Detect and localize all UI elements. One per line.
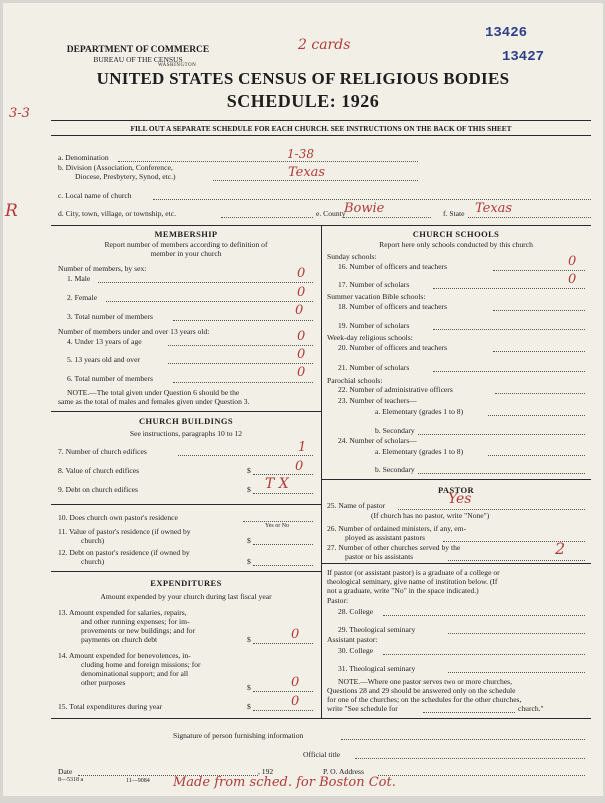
q3-total-value: 0 bbox=[295, 303, 304, 318]
q27-value: 2 bbox=[555, 539, 566, 558]
graduate-instructions-2: theological seminary, give name of institution below. (If bbox=[327, 577, 498, 586]
q2-female-label: 2. Female bbox=[67, 293, 97, 302]
q4-under13-label: 4. Under 13 years of age bbox=[67, 337, 142, 346]
pastor-note-4b: church." bbox=[518, 704, 544, 713]
q25-note: (If church has no pastor, write "None") bbox=[371, 511, 490, 520]
q20-label: 20. Number of officers and teachers bbox=[338, 343, 448, 352]
q11-value-label-2: church) bbox=[81, 536, 105, 545]
dept-city: WASHINGTON bbox=[158, 63, 197, 68]
q14-label-3: denominational support; and for all bbox=[81, 669, 189, 678]
q9-debt-value: T X bbox=[265, 476, 289, 492]
q3-total-label: 3. Total number of members bbox=[67, 312, 154, 321]
q5-over13-value: 0 bbox=[297, 347, 306, 362]
vacation-schools-label: Summer vacation Bible schools: bbox=[327, 292, 426, 301]
expenditures-heading: EXPENDITURES bbox=[150, 578, 222, 588]
q11-value-label: 11. Value of pastor's residence (if owned by bbox=[58, 527, 191, 536]
parochial-schools-label: Parochial schools: bbox=[327, 376, 383, 385]
q22-label: 22. Number of administrative officers bbox=[338, 385, 453, 394]
q25-value: Yes bbox=[448, 491, 472, 507]
q23b-label: b. Secondary bbox=[375, 426, 415, 435]
q28-label: 28. College bbox=[338, 607, 374, 616]
q23-label: 23. Number of teachers— bbox=[338, 396, 417, 405]
form-title: UNITED STATES CENSUS OF RELIGIOUS BODIES bbox=[96, 69, 510, 88]
q25-label: 25. Name of pastor bbox=[327, 501, 386, 510]
q21-label: 21. Number of scholars bbox=[338, 363, 410, 372]
q12-debt-label-2: church) bbox=[81, 557, 105, 566]
pastor-note-3: for one of the churches; on the schedules for the other churches, bbox=[327, 695, 522, 704]
q6-total-label: 6. Total number of members bbox=[67, 374, 154, 383]
q24-label: 24. Number of scholars— bbox=[338, 436, 417, 445]
sunday-schools-label: Sunday schools: bbox=[327, 252, 377, 261]
q24b-label: b. Secondary bbox=[375, 465, 415, 474]
members-by-sex: Number of members, by sex: bbox=[58, 264, 147, 273]
q17-label: 17. Number of scholars bbox=[338, 280, 410, 289]
pastor-note: NOTE.—Where one pastor serves two or more churches, bbox=[338, 677, 512, 686]
q31-label: 31. Theological seminary bbox=[338, 664, 416, 673]
form-number: 8—5318 a bbox=[58, 777, 84, 783]
q15-value: 0 bbox=[291, 694, 300, 709]
q23a-label: a. Elementary (grades 1 to 8) bbox=[375, 407, 464, 416]
q8-dollar: $ bbox=[247, 466, 251, 475]
q2-female-value: 0 bbox=[297, 285, 306, 300]
expenditures-intro: Amount expended by your church during last fiscal year bbox=[100, 592, 272, 601]
q1-male-label: 1. Male bbox=[67, 274, 91, 283]
q13-label-2: and other running expenses; for im- bbox=[81, 617, 190, 626]
signature-label: Signature of person furnishing information bbox=[173, 731, 304, 740]
q8-value-value: 0 bbox=[295, 459, 304, 474]
q14-value: 0 bbox=[291, 675, 300, 690]
q14-label-2: cluding home and foreign missions; for bbox=[81, 660, 201, 669]
q10-residence-label: 10. Does church own pastor's residence bbox=[58, 513, 178, 522]
footer-handwritten-note: Made from sched. for Boston Cot. bbox=[173, 775, 396, 790]
pastor-note-2: Questions 28 and 29 should be answered only on the schedule bbox=[327, 686, 516, 695]
q26-label-2: ployed as assistant pastors bbox=[345, 533, 425, 542]
field-division-label: b. Division (Association, Conference, bbox=[58, 163, 173, 172]
membership-note: NOTE.—The total given under Question 6 should be the bbox=[67, 388, 240, 397]
membership-intro-2: member in your church bbox=[150, 249, 222, 258]
q7-edifices-label: 7. Number of church edifices bbox=[58, 447, 147, 456]
q4-under13-value: 0 bbox=[297, 329, 306, 344]
q29-label: 29. Theological seminary bbox=[338, 625, 416, 634]
q9-debt-label: 9. Debt on church edifices bbox=[58, 485, 138, 494]
official-title-label: Official title bbox=[303, 750, 341, 759]
po-address-label: P. O. Address bbox=[323, 767, 364, 776]
instruction-line: FILL OUT A SEPARATE SCHEDULE FOR EACH CHURCH. SEE INSTRUCTIONS ON THE BACK OF THIS SHEET bbox=[130, 124, 512, 133]
division-value: Texas bbox=[288, 165, 326, 180]
bureau-name: BUREAU OF THE CENSUS bbox=[93, 55, 183, 64]
q24a-label: a. Elementary (grades 1 to 8) bbox=[375, 447, 464, 456]
q15-dollar: $ bbox=[247, 702, 251, 711]
q13-label-4: payments on church debt bbox=[81, 635, 158, 644]
q7-edifices-value: 1 bbox=[298, 440, 307, 455]
q30-label: 30. College bbox=[338, 646, 374, 655]
q8-value-label: 8. Value of church edifices bbox=[58, 466, 140, 475]
print-code: 11—9084 bbox=[126, 778, 150, 784]
denomination-value: 1-38 bbox=[287, 147, 314, 161]
members-by-age: Number of members under and over 13 years old: bbox=[58, 327, 210, 336]
schools-intro: Report here only schools conducted by this church bbox=[379, 240, 533, 249]
q11-dollar: $ bbox=[247, 536, 251, 545]
field-county-label: e. County bbox=[316, 209, 346, 218]
schedule-title: SCHEDULE: 1926 bbox=[226, 91, 380, 111]
stamp-number-1: 13426 bbox=[485, 25, 528, 41]
county-value: Bowie bbox=[344, 201, 385, 216]
buildings-heading: CHURCH BUILDINGS bbox=[138, 416, 233, 426]
q12-debt-label: 12. Debt on pastor's residence (if owned by bbox=[58, 548, 190, 557]
q13-label-3: provements or new buildings; and for bbox=[81, 626, 196, 635]
q19-label: 19. Number of scholars bbox=[338, 321, 410, 330]
q12-dollar: $ bbox=[247, 557, 251, 566]
field-division-label-2: Diocese, Presbytery, Synod, etc.) bbox=[75, 172, 176, 181]
census-schedule-sheet bbox=[3, 3, 603, 796]
assistant-subhead: Assistant pastor: bbox=[327, 635, 378, 644]
q26-label: 26. Number of ordained ministers, if any, em- bbox=[327, 524, 467, 533]
buildings-instructions: See instructions, paragraphs 10 to 12 bbox=[129, 429, 243, 438]
state-value: Texas bbox=[475, 201, 513, 216]
q16-value: 0 bbox=[568, 254, 577, 269]
q17-value: 0 bbox=[568, 272, 577, 287]
q15-label: 15. Total expenditures during year bbox=[58, 702, 163, 711]
q27-label: 27. Number of other churches served by the bbox=[327, 543, 461, 552]
membership-heading: MEMBERSHIP bbox=[154, 229, 218, 239]
q9-dollar: $ bbox=[247, 485, 251, 494]
field-local-name-label: c. Local name of church bbox=[58, 191, 132, 200]
q13-label: 13. Amount expended for salaries, repairs, bbox=[58, 608, 187, 617]
q5-over13-label: 5. 13 years old and over bbox=[67, 355, 140, 364]
pastor-subhead: Pastor: bbox=[327, 596, 349, 605]
pastor-heading: PASTOR bbox=[437, 485, 475, 495]
q18-label: 18. Number of officers and teachers bbox=[338, 302, 448, 311]
stamp-number-2: 13427 bbox=[502, 49, 545, 65]
q27-label-2: pastor or his assistants bbox=[345, 552, 414, 561]
membership-intro: Report number of members according to definition of bbox=[104, 240, 268, 249]
q16-label: 16. Number of officers and teachers bbox=[338, 262, 448, 271]
weekday-schools-label: Week-day religious schools: bbox=[327, 333, 413, 342]
graduate-instructions-3: not a graduate, write "No" in the space indicated.) bbox=[327, 586, 479, 595]
handwritten-cards: 2 cards bbox=[298, 37, 351, 53]
q1-male-value: 0 bbox=[297, 266, 306, 281]
q14-label-4: other purposes bbox=[81, 678, 126, 687]
field-denomination-label: a. Denomination bbox=[58, 153, 109, 162]
q14-label: 14. Amount expended for benevolences, in- bbox=[58, 651, 191, 660]
field-city-label: d. City, town, village, or township, etc. bbox=[58, 209, 177, 218]
field-state-label: f. State bbox=[443, 209, 465, 218]
pastor-note-4: write "See schedule for bbox=[327, 704, 398, 713]
q6-total-value: 0 bbox=[297, 365, 306, 380]
graduate-instructions: If pastor (or assistant pastor) is a graduate of a college or bbox=[327, 568, 500, 577]
q13-value: 0 bbox=[291, 627, 300, 642]
margin-r: R bbox=[5, 201, 18, 221]
q13-dollar: $ bbox=[247, 635, 251, 644]
date-year: , 192 bbox=[258, 767, 274, 776]
margin-code: 3-3 bbox=[9, 106, 30, 121]
schools-heading: CHURCH SCHOOLS bbox=[412, 229, 500, 239]
q10-yes-no: Yes or No bbox=[265, 523, 290, 529]
date-label: Date bbox=[58, 767, 73, 776]
dept-name: DEPARTMENT OF COMMERCE bbox=[66, 45, 210, 55]
q14-dollar: $ bbox=[247, 683, 251, 692]
membership-note-2: same as the total of males and females given under Question 3. bbox=[58, 397, 250, 406]
